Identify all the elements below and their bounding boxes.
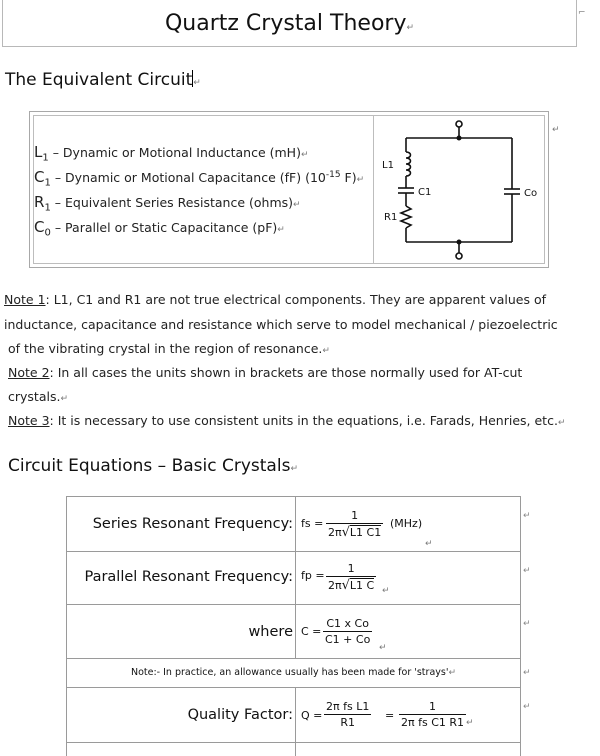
- paragraph-mark: ↵: [406, 23, 415, 33]
- numerator: 1: [429, 700, 437, 713]
- formula-cell: [296, 552, 520, 604]
- legend-symbol: C: [34, 168, 45, 186]
- paragraph-mark: ↵: [60, 394, 68, 404]
- formula-lhs: C =: [301, 625, 322, 638]
- note-1-label[interactable]: Note 1: [4, 292, 46, 307]
- note-text: : L1, C1 and R1 are not true electrical components. They are apparent values of: [45, 292, 547, 307]
- paragraph-mark: ↵: [277, 225, 285, 235]
- table-divider: [373, 115, 374, 264]
- strays-note: [67, 659, 520, 687]
- legend-subscript: 1: [44, 202, 51, 214]
- denominator: R1: [324, 714, 371, 729]
- equals-sign: =: [385, 709, 395, 722]
- note-2-line-2: [8, 389, 68, 404]
- label-l1: L1: [382, 160, 394, 171]
- formula-cell: [296, 688, 520, 742]
- legend-c0: [34, 218, 285, 239]
- fraction: [326, 562, 376, 593]
- paragraph-mark: ↵: [290, 464, 298, 474]
- row-end-mark: ↵: [523, 566, 531, 576]
- note-text: : In all cases the units shown in brackets are those normally used for AT-cut: [49, 365, 523, 380]
- note-2-line-1: [8, 365, 522, 380]
- label-r1: R1: [384, 212, 398, 223]
- paragraph-mark: ↵: [379, 643, 387, 653]
- numerator: 1: [351, 509, 359, 522]
- label-cell: [67, 552, 296, 604]
- paragraph-mark: ↵: [557, 418, 566, 428]
- note-1-line-1: [4, 292, 546, 307]
- paragraph-mark: ↵: [466, 718, 474, 728]
- legend-l1: [34, 143, 309, 164]
- row-strays-note: [66, 658, 521, 688]
- junction-dot: [457, 240, 462, 245]
- heading-text: Circuit Equations – Basic Crystals: [8, 456, 291, 476]
- row-quality-factor: [66, 687, 521, 743]
- label-parallel-resonant-frequency: Parallel Resonant Frequency:: [84, 569, 293, 585]
- fraction-1: [324, 700, 371, 729]
- note-text: : It is necessary to use consistent units in the equations, i.e. Farads, Henries, etc.: [49, 413, 558, 428]
- legend-text: – Dynamic or Motional Capacitance (fF) (10: [50, 170, 326, 185]
- legend-text-unit: F): [340, 170, 357, 185]
- fraction-2: [399, 700, 466, 729]
- legend-symbol: R: [34, 193, 45, 211]
- cell-mark: ↵: [552, 125, 560, 135]
- label-co: Co: [524, 188, 538, 199]
- circuit-equations-table: [66, 496, 521, 754]
- fraction: [323, 617, 372, 646]
- bottom-terminal: [456, 253, 462, 259]
- note-text: crystals.: [8, 389, 61, 404]
- legend-text: – Parallel or Static Capacitance (pF): [50, 220, 278, 235]
- legend-subscript: 1: [44, 177, 51, 189]
- denominator: 2π√L1 C: [328, 578, 375, 593]
- paragraph-mark: ↵: [425, 539, 433, 549]
- note-3-label[interactable]: Note 3: [8, 413, 50, 428]
- legend-r1: [34, 193, 301, 214]
- legend-symbol: L: [34, 143, 43, 161]
- denominator: 2π√L1 C1: [328, 525, 382, 540]
- label-cell: [67, 743, 296, 756]
- row-parallel-resonant-frequency: [66, 551, 521, 605]
- unit-mhz: (MHz): [390, 517, 423, 530]
- heading-text: The Equivalent Circuit: [5, 70, 193, 90]
- row-end-mark: ↵: [523, 702, 531, 712]
- paragraph-mark: ↵: [322, 346, 330, 356]
- row-where-c: [66, 604, 521, 659]
- paragraph-mark: ↵: [356, 175, 365, 185]
- paragraph-mark: ↵: [448, 668, 456, 678]
- numerator: 1: [347, 562, 355, 575]
- note-3-line-1: [8, 413, 565, 428]
- note-2-label[interactable]: Note 2: [8, 365, 50, 380]
- label-quality-factor: Quality Factor:: [187, 707, 293, 723]
- paragraph-mark: ↵: [382, 586, 390, 596]
- crystal-equivalent-circuit-diagram: [378, 116, 543, 264]
- strays-note-text: Note:- In practice, an allowance usually has been made for 'strays': [130, 667, 449, 678]
- formula-cell: [296, 605, 520, 658]
- formula-lhs: Q =: [301, 709, 323, 722]
- note-1-line-2: inductance, capacitance and resistance which serve to model mechanical / piezoelectric: [4, 317, 558, 332]
- label-series-resonant-frequency: Series Resonant Frequency:: [92, 516, 293, 532]
- title-box: [2, 0, 577, 47]
- row-series-resonant-frequency: [66, 496, 521, 552]
- page-title: Quartz Crystal Theory: [164, 11, 407, 36]
- paragraph-mark: ↵: [193, 78, 201, 88]
- formula-cell: [296, 497, 520, 551]
- inductor-l1: [406, 152, 411, 176]
- row-end-mark: ↵: [523, 511, 531, 521]
- legend-subscript: 0: [44, 227, 51, 239]
- legend-text: – Dynamic or Motional Inductance (mH): [48, 145, 301, 160]
- paragraph-mark: ↵: [300, 150, 309, 160]
- fraction: [326, 509, 383, 540]
- row-end-mark: ↵: [523, 668, 531, 678]
- numerator: 2π fs L1: [326, 700, 370, 713]
- top-terminal: [456, 121, 462, 127]
- legend-superscript: -15: [325, 169, 341, 180]
- row-end-mark: ↵: [523, 619, 531, 629]
- label-cell: [67, 688, 296, 742]
- corner-mark: ⌐: [578, 8, 586, 18]
- junction-dot: [457, 136, 462, 141]
- note-1-line-3: [8, 341, 330, 356]
- formula-lhs: fs =: [301, 517, 324, 530]
- denominator: C1 + Co: [325, 633, 371, 646]
- numerator: C1 x Co: [326, 617, 369, 630]
- denominator: 2π fs C1 R1: [401, 716, 465, 729]
- legend-text: – Equivalent Series Resistance (ohms): [50, 195, 294, 210]
- label-where: where: [248, 624, 293, 640]
- resistor-r1: [401, 206, 411, 228]
- note-text: of the vibrating crystal in the region of resonance.: [8, 341, 323, 356]
- label-cell: [67, 497, 296, 551]
- section-heading-equivalent-circuit: [5, 70, 201, 90]
- equivalent-circuit-table: [29, 111, 549, 268]
- legend-symbol: C: [34, 218, 45, 236]
- label-cell: [67, 605, 296, 658]
- section-heading-circuit-equations: [8, 456, 298, 476]
- paragraph-mark: ↵: [293, 200, 301, 210]
- formula-lhs: fp =: [301, 569, 325, 582]
- legend-subscript: 1: [42, 152, 49, 164]
- label-c1: C1: [418, 187, 432, 198]
- legend-c1: [34, 168, 364, 189]
